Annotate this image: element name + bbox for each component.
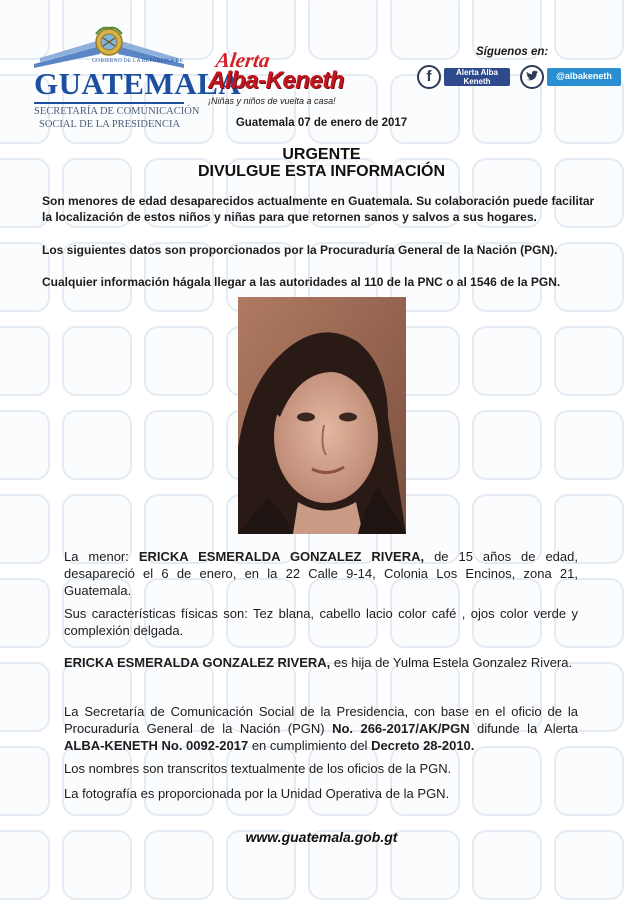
decreto-number: Decreto 28-2010.	[371, 738, 475, 753]
details-paragraph-5: Los nombres son transcritos textualmente de los oficios de la PGN.	[64, 761, 452, 776]
missing-person-name-2: ERICKA ESMERALDA GONZALEZ RIVERA,	[64, 655, 331, 670]
missing-person-photo	[238, 297, 406, 534]
oficio-number: No. 266-2017/AK/PGN	[332, 721, 470, 736]
details-paragraph-3	[64, 654, 578, 671]
alerta-slogan: ¡Niñas y niños de vuelta a casa!	[208, 96, 336, 106]
details-paragraph-2: Sus características físicas son: Tez blana, cabello lacio color café , ojos color verde y complexión delgada.	[64, 606, 578, 638]
parent-info: es hija de Yulma Estela Gonzalez Rivera.	[330, 655, 573, 670]
intro-paragraph-2: Los siguientes datos son proporcionados por la Procuraduría General de la Nación (PGN).	[42, 243, 558, 257]
details-paragraph-6: La fotografía es proporcionada por la Unidad Operativa de la PGN.	[64, 786, 450, 801]
intro-paragraph-1: Son menores de edad desaparecidos actualmente en Guatemala. Su colaboración puede facilitar la localización de estos niños y niñas para que retornen sanos y salvos a sus hogares.	[42, 194, 595, 224]
header	[0, 0, 643, 135]
twitter-icon[interactable]	[520, 65, 544, 89]
website-link[interactable]: www.guatemala.gob.gt	[245, 829, 398, 845]
details-paragraph-4	[64, 703, 578, 754]
social-links	[414, 46, 634, 96]
alerta-intro: difunde la Alerta	[469, 721, 578, 736]
secretaria-line-2: SOCIAL DE LA PRESIDENCIA	[39, 119, 181, 130]
details-suffix: de 15 años de edad, desapareció el 6 de enero, en la 22 Calle 9-14, Colonia Los Encinos, zona 21, Guatemala.	[64, 549, 578, 598]
details-paragraph-1	[64, 548, 578, 599]
alerta-word: Alerta	[214, 48, 272, 72]
missing-person-name: ERICKA ESMERALDA GONZALEZ RIVERA,	[138, 549, 425, 564]
facebook-icon[interactable]: f	[417, 65, 441, 89]
alba-keneth-word: Alba-Keneth	[208, 67, 344, 94]
government-caption: GOBIERNO DE LA REPÚBLICA DE	[92, 58, 184, 64]
oficio-intro: La Secretaría de Comunicación Social de la Presidencia, con base en el oficio de la Procuraduría General de la Nación (PGN)	[64, 704, 578, 736]
secretaria-line-1: SECRETARÍA DE COMUNICACIÓN	[34, 106, 200, 117]
urgent-title: URGENTE	[282, 146, 361, 163]
portrait-image	[238, 297, 406, 534]
guatemala-government-logo	[30, 24, 242, 130]
details-prefix: La menor:	[64, 549, 139, 564]
facebook-tag-line-2: Keneth	[463, 76, 491, 86]
alerta-number: ALBA-KENETH No. 0092-2017	[64, 738, 249, 753]
logo-divider	[34, 102, 184, 104]
facebook-tag-line-1: Alerta Alba	[456, 68, 498, 77]
decreto-intro: en cumplimiento del	[248, 738, 372, 753]
guatemala-wordmark: GUATEMALA	[34, 66, 242, 101]
intro-paragraph-3: Cualquier información hágala llegar a las autoridades al 110 de la PNC o al 1546 de la PGN.	[42, 275, 561, 289]
alerta-alba-keneth-logo	[206, 48, 344, 112]
divulgue-title: DIVULGUE ESTA INFORMACIÓN	[197, 163, 446, 180]
facebook-tag[interactable]	[444, 68, 510, 86]
date-line: Guatemala 07 de enero de 2017	[235, 117, 408, 129]
twitter-handle[interactable]: @albakeneth	[547, 68, 621, 86]
follow-label: Síguenos en:	[476, 46, 549, 58]
